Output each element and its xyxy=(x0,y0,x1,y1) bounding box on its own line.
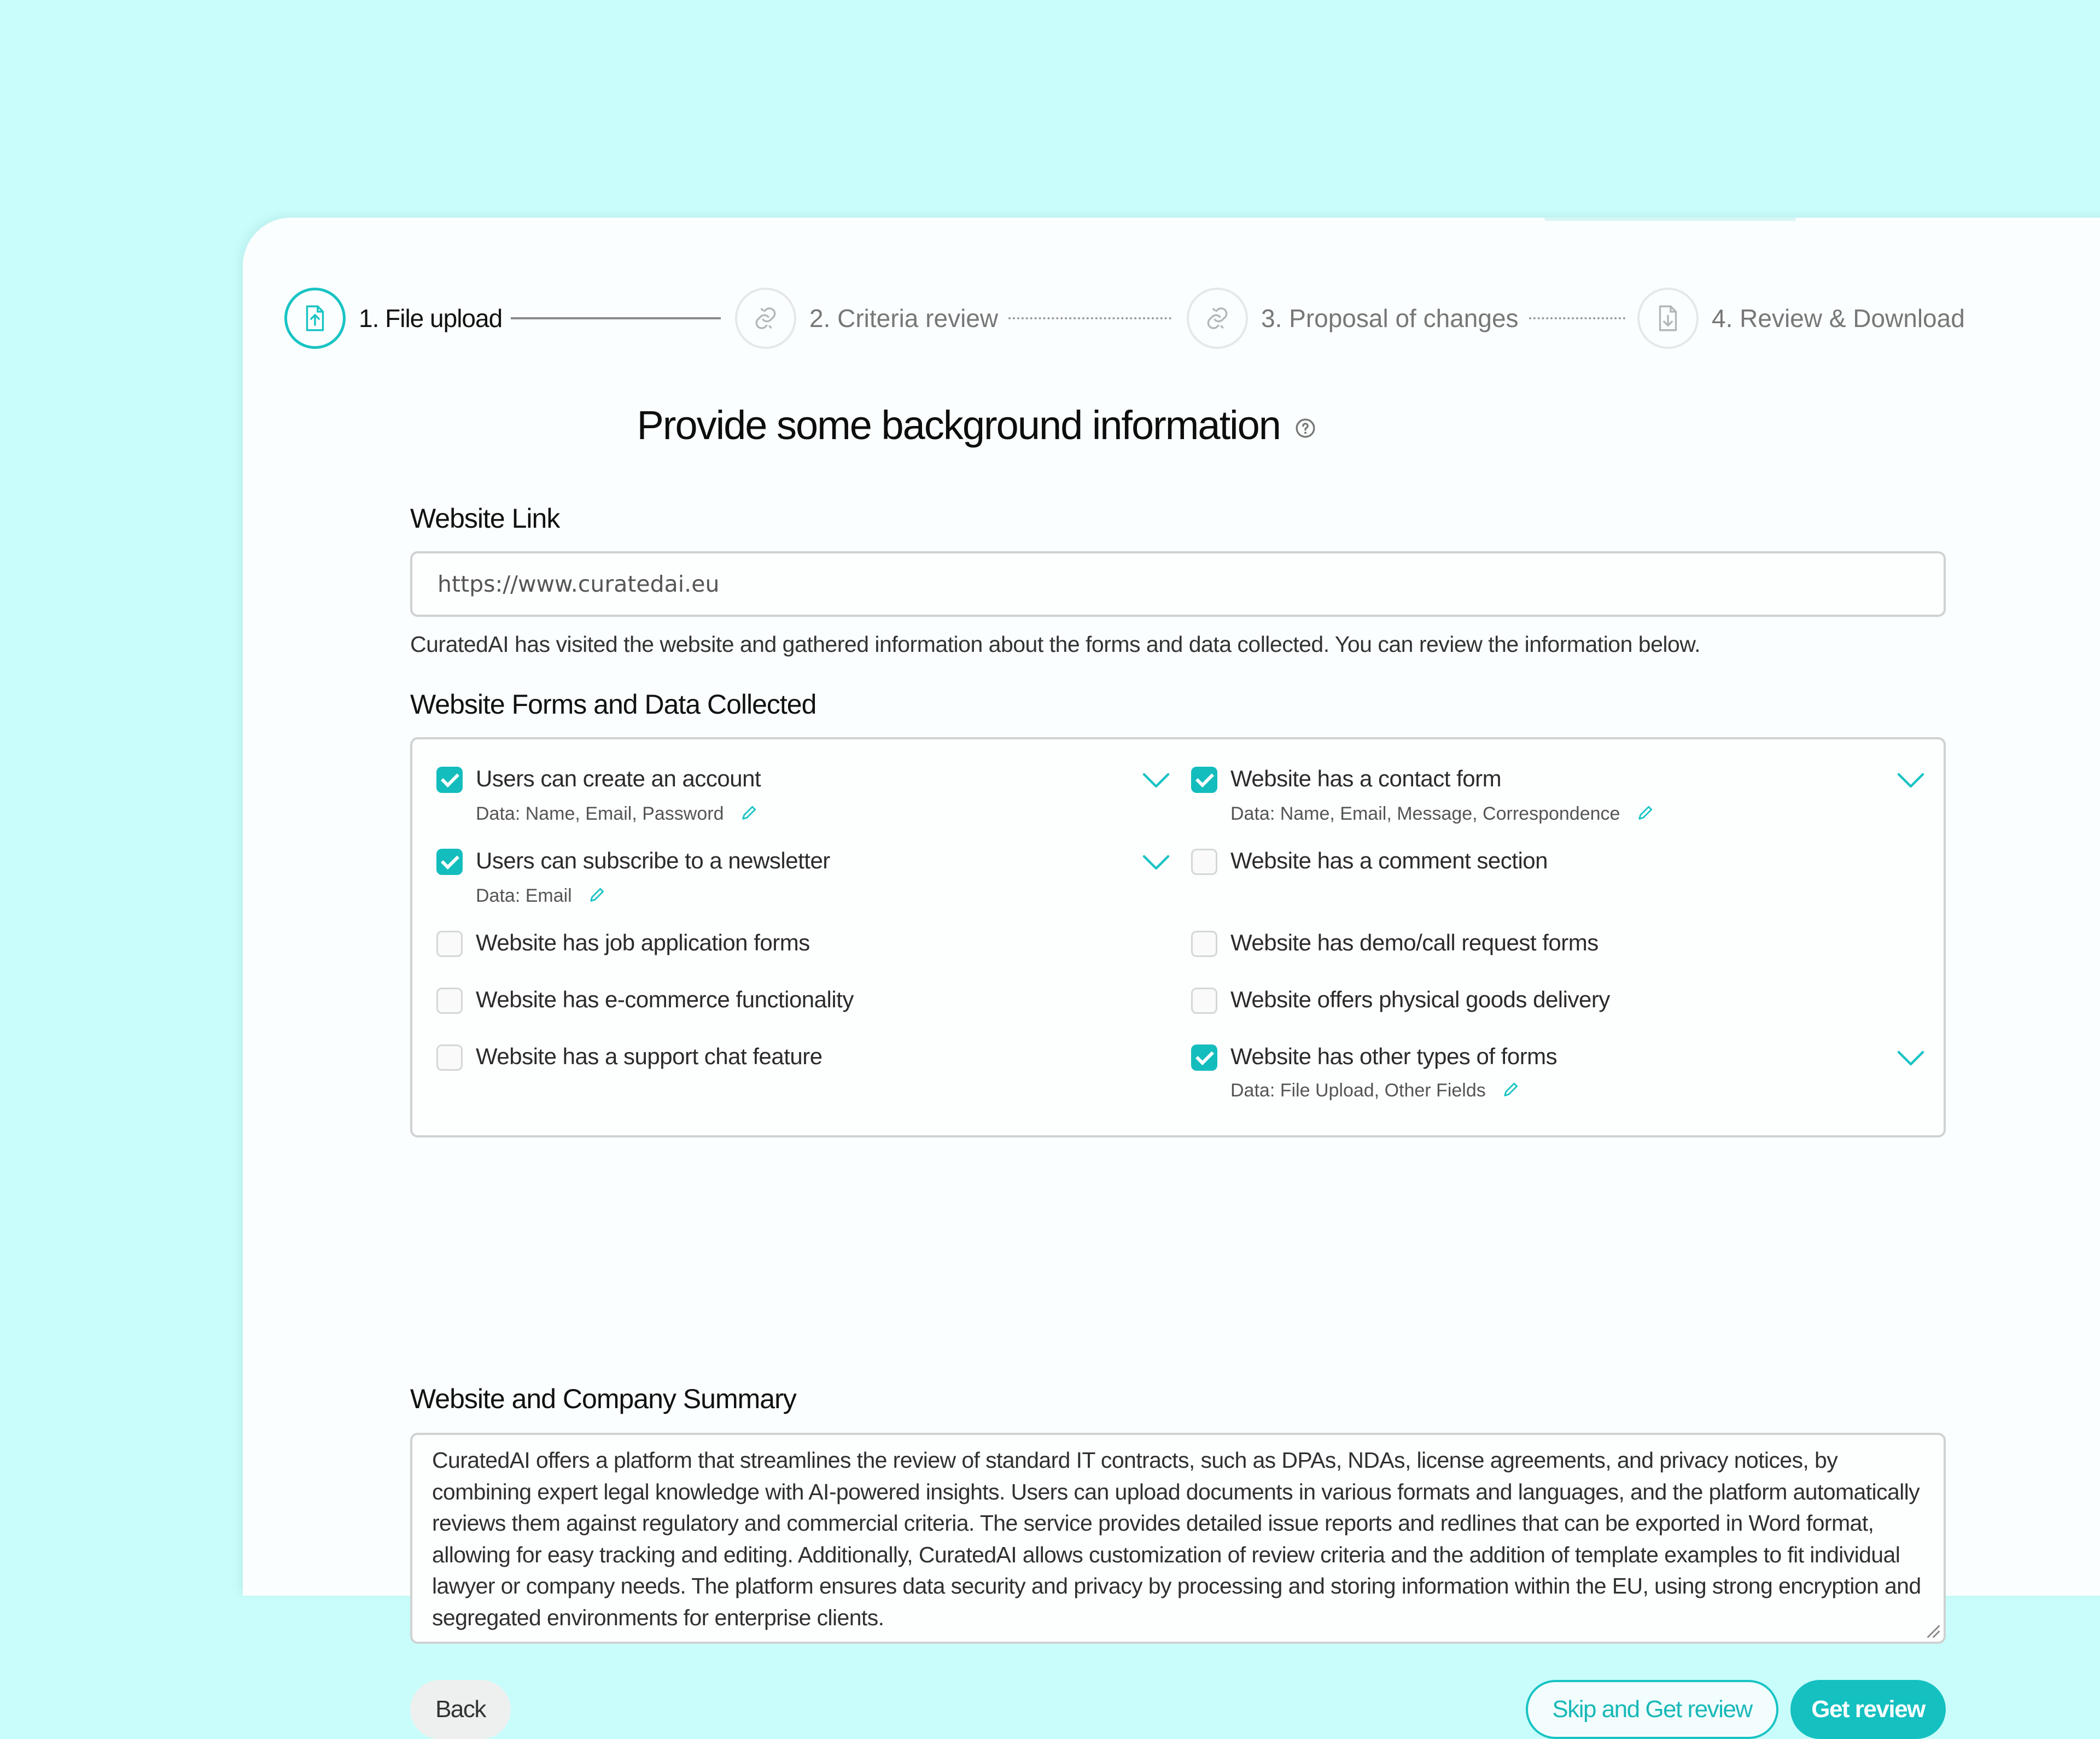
back-button[interactable]: Back xyxy=(410,1680,511,1739)
get-review-button[interactable]: Get review xyxy=(1790,1680,1946,1739)
checkbox-comment-section[interactable] xyxy=(1191,849,1217,875)
option-newsletter-data-text: Data: Email xyxy=(476,885,572,906)
checkbox-support-chat[interactable] xyxy=(436,1044,463,1071)
option-support-chat-label[interactable]: Website has a support chat feature xyxy=(476,1043,822,1069)
file-upload-icon xyxy=(299,302,331,334)
step-2-circle[interactable] xyxy=(735,288,796,349)
pencil-icon[interactable] xyxy=(1502,1080,1520,1099)
step-connector-2 xyxy=(1008,317,1171,319)
link-chain-icon xyxy=(750,302,781,334)
option-other-forms-data-text: Data: File Upload, Other Fields xyxy=(1230,1080,1486,1101)
step-1-circle[interactable] xyxy=(284,288,346,349)
summary-section-label: Website and Company Summary xyxy=(410,1384,796,1414)
option-newsletter-label[interactable]: Users can subscribe to a newsletter xyxy=(476,848,830,873)
forms-section-label: Website Forms and Data Collected xyxy=(410,689,816,720)
forms-checklist xyxy=(410,737,1946,1137)
pencil-icon[interactable] xyxy=(1636,803,1655,822)
pencil-icon[interactable] xyxy=(740,803,759,822)
step-connector-3 xyxy=(1529,317,1625,319)
option-job-application-label[interactable]: Website has job application forms xyxy=(476,930,810,955)
step-1-label[interactable]: 1. File upload xyxy=(359,304,503,332)
option-comment-section-label[interactable]: Website has a comment section xyxy=(1230,848,1548,873)
checkbox-account[interactable] xyxy=(436,767,463,793)
chevron-down-icon[interactable] xyxy=(1142,772,1170,789)
website-link-input[interactable]: https://www.curatedai.eu xyxy=(410,551,1946,617)
website-link-helper: CuratedAI has visited the website and gathered information about the forms and data collected. You can review the information below. xyxy=(410,632,1701,657)
skip-and-get-review-button[interactable]: Skip and Get review xyxy=(1526,1680,1778,1739)
option-goods-delivery-label[interactable]: Website offers physical goods delivery xyxy=(1230,987,1610,1012)
option-contact-form-label[interactable]: Website has a contact form xyxy=(1230,766,1502,791)
main-card xyxy=(243,218,2100,1723)
chevron-down-icon[interactable] xyxy=(1897,1050,1925,1066)
page-title xyxy=(243,401,1711,450)
question-circle-icon[interactable] xyxy=(1294,417,1316,439)
option-other-forms-data xyxy=(1230,1078,1520,1102)
checkbox-contact-form[interactable] xyxy=(1191,767,1217,793)
summary-text: CuratedAI offers a platform that streamlines the review of standard IT contracts, such as DPAs, NDAs, license agreements, and privacy notices, by combining expert legal knowledge with AI-powered insights. Users can upload documents in various formats and languages, and the platform automatically reviews them against regulatory and commercial criteria. The service provides detailed issue reports and redlines that can be exported in Word format, allowing for easy tracking and editing. Additionally, CuratedAI allows customization of review criteria and the addition of template examples to fit individual lawyer or company needs. The platform ensures data security and privacy by processing and storing information within the EU, using strong encryption and segregated environments for enterprise clients. xyxy=(432,1448,1921,1630)
option-newsletter-data xyxy=(476,884,606,908)
pencil-icon[interactable] xyxy=(588,885,606,904)
option-other-forms-label[interactable]: Website has other types of forms xyxy=(1230,1043,1558,1069)
option-contact-form-data-text: Data: Name, Email, Message, Correspondence xyxy=(1230,803,1620,824)
option-account-data xyxy=(476,802,759,826)
checkbox-goods-delivery[interactable] xyxy=(1191,988,1217,1014)
file-download-icon xyxy=(1652,302,1684,334)
checkbox-ecommerce[interactable] xyxy=(436,988,463,1014)
checkbox-newsletter[interactable] xyxy=(436,849,463,875)
chevron-down-icon[interactable] xyxy=(1142,854,1170,871)
checkbox-demo-request[interactable] xyxy=(1191,931,1217,957)
step-connector-1 xyxy=(511,317,721,319)
checkbox-job-application[interactable] xyxy=(436,931,463,957)
option-account-data-text: Data: Name, Email, Password xyxy=(476,803,724,824)
summary-textarea[interactable] xyxy=(410,1433,1946,1644)
chevron-down-icon[interactable] xyxy=(1897,772,1925,789)
step-3-circle[interactable] xyxy=(1187,288,1248,349)
page-title-text: Provide some background information xyxy=(637,402,1280,448)
resize-handle-icon[interactable] xyxy=(1924,1622,1940,1638)
progress-stepper xyxy=(243,218,2100,332)
option-ecommerce-label[interactable]: Website has e-commerce functionality xyxy=(476,987,854,1012)
step-2-label[interactable]: 2. Criteria review xyxy=(809,304,999,332)
option-demo-request-label[interactable]: Website has demo/call request forms xyxy=(1230,930,1599,955)
link-chain-icon xyxy=(1201,302,1233,334)
website-link-label: Website Link xyxy=(410,503,560,534)
option-account-label[interactable]: Users can create an account xyxy=(476,766,761,791)
step-4-label[interactable]: 4. Review & Download xyxy=(1712,304,1965,332)
option-contact-form-data xyxy=(1230,802,1655,826)
checkbox-other-forms[interactable] xyxy=(1191,1044,1217,1071)
step-4-circle[interactable] xyxy=(1637,288,1699,349)
step-3-label[interactable]: 3. Proposal of changes xyxy=(1261,304,1519,332)
